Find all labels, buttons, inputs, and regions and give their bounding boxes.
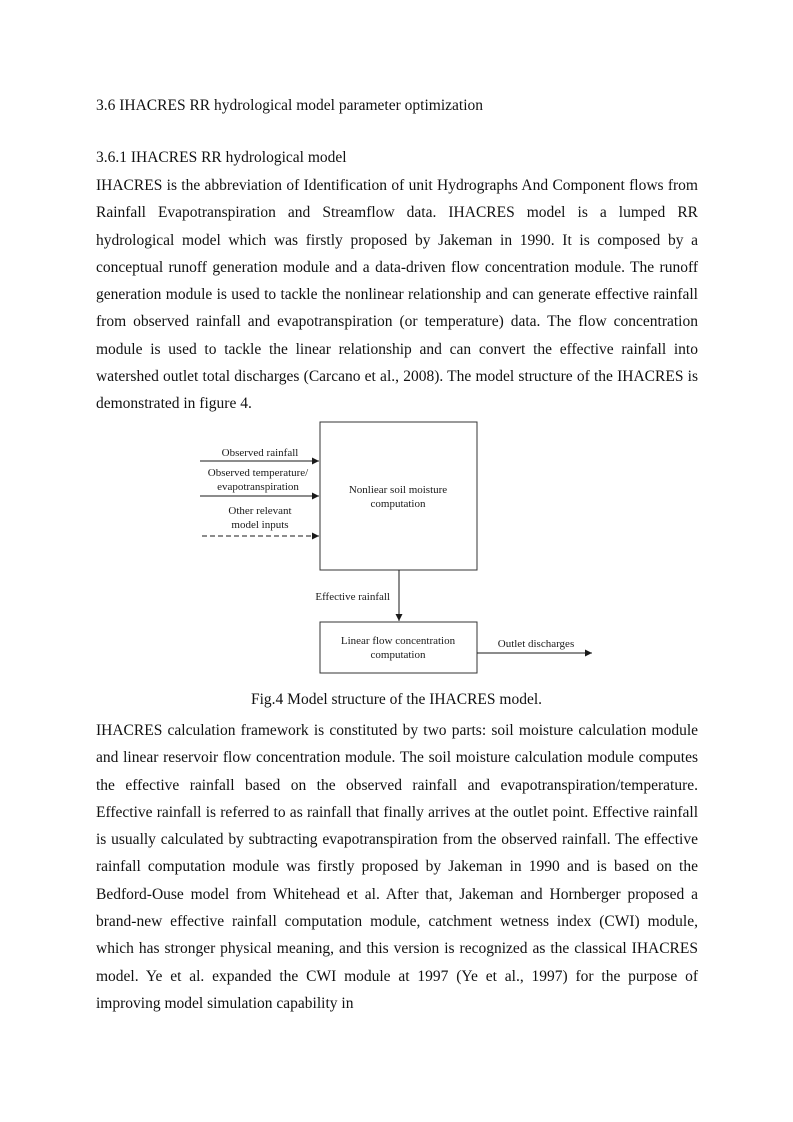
section-heading: 3.6 IHACRES RR hydrological model parameter optimization (96, 97, 484, 114)
nonlinear-box-label-line1: Nonliear soil moisture (348, 484, 448, 496)
subsection-heading: 3.6.1 IHACRES RR hydrological model (96, 149, 347, 166)
figure-caption: Fig.4 Model structure of the IHACRES model. (250, 691, 543, 708)
linear-box-label-line1: Linear flow concentration (340, 635, 456, 647)
linear-box-label-line2: computation (370, 649, 426, 661)
effective-rainfall-label: Effective rainfall (315, 591, 390, 603)
model-structure-diagram (190, 418, 610, 678)
nonlinear-box-label-line2: computation (370, 498, 426, 510)
framework-paragraph: IHACRES calculation framework is constituted by two parts: soil moisture calculation module and linear reservoir flow concentration module. The soil moisture calculation module computes the effective rainfall based on the observed rainfall and evapotranspiration/temperature. Effective rainfall is referred to as rainfall that finally arrives at the outlet point. Effective rainfall is usually calculated by subtracting evapotranspiration from the observed rainfall. The effective rainfall computation module was firstly proposed by Jakeman in 1990 and is based on the Bedford-Ouse model from Whitehead et al. After that, Jakeman and Hornberger proposed a brand-new effective rainfall computation module, catchment wetness index (CWI) module, which has stronger physical meaning, and this version is recognized as the classical IHACRES model. Ye et al. expanded the CWI module at 1997 (Ye et al., 1997) for the purpose of improving model simulation capability in (96, 722, 698, 1012)
intro-paragraph: IHACRES is the abbreviation of Identification of unit Hydrographs And Component flows from Rainfall Evapotranspiration and Streamflow data. IHACRES model is a lumped RR hydrological model which was firstly proposed by Jakeman in 1990. It is composed by a conceptual runoff generation module and a data-driven flow concentration module. The runoff generation module is used to tackle the nonlinear relationship and can generate effective rainfall from observed rainfall and evapotranspiration (or temperature) data. The flow concentration module is used to tackle the linear relationship and can convert the effective rainfall into watershed outlet total discharges (Carcano et al., 2008). The model structure of the IHACRES is demonstrated in figure 4. (96, 177, 698, 413)
nonlinear-module-box (320, 422, 477, 570)
input-other-label-line2: model inputs (231, 519, 289, 531)
outlet-discharges-label: Outlet discharges (497, 638, 575, 650)
input-temperature-label-line2: evapotranspiration (217, 481, 299, 493)
input-other-label-line1: Other relevant (228, 505, 292, 517)
input-temperature-label-line1: Observed temperature/ (207, 467, 309, 479)
model-structure-figure (190, 418, 610, 678)
linear-module-box (320, 622, 477, 673)
input-observed-rainfall-label: Observed rainfall (221, 447, 299, 459)
